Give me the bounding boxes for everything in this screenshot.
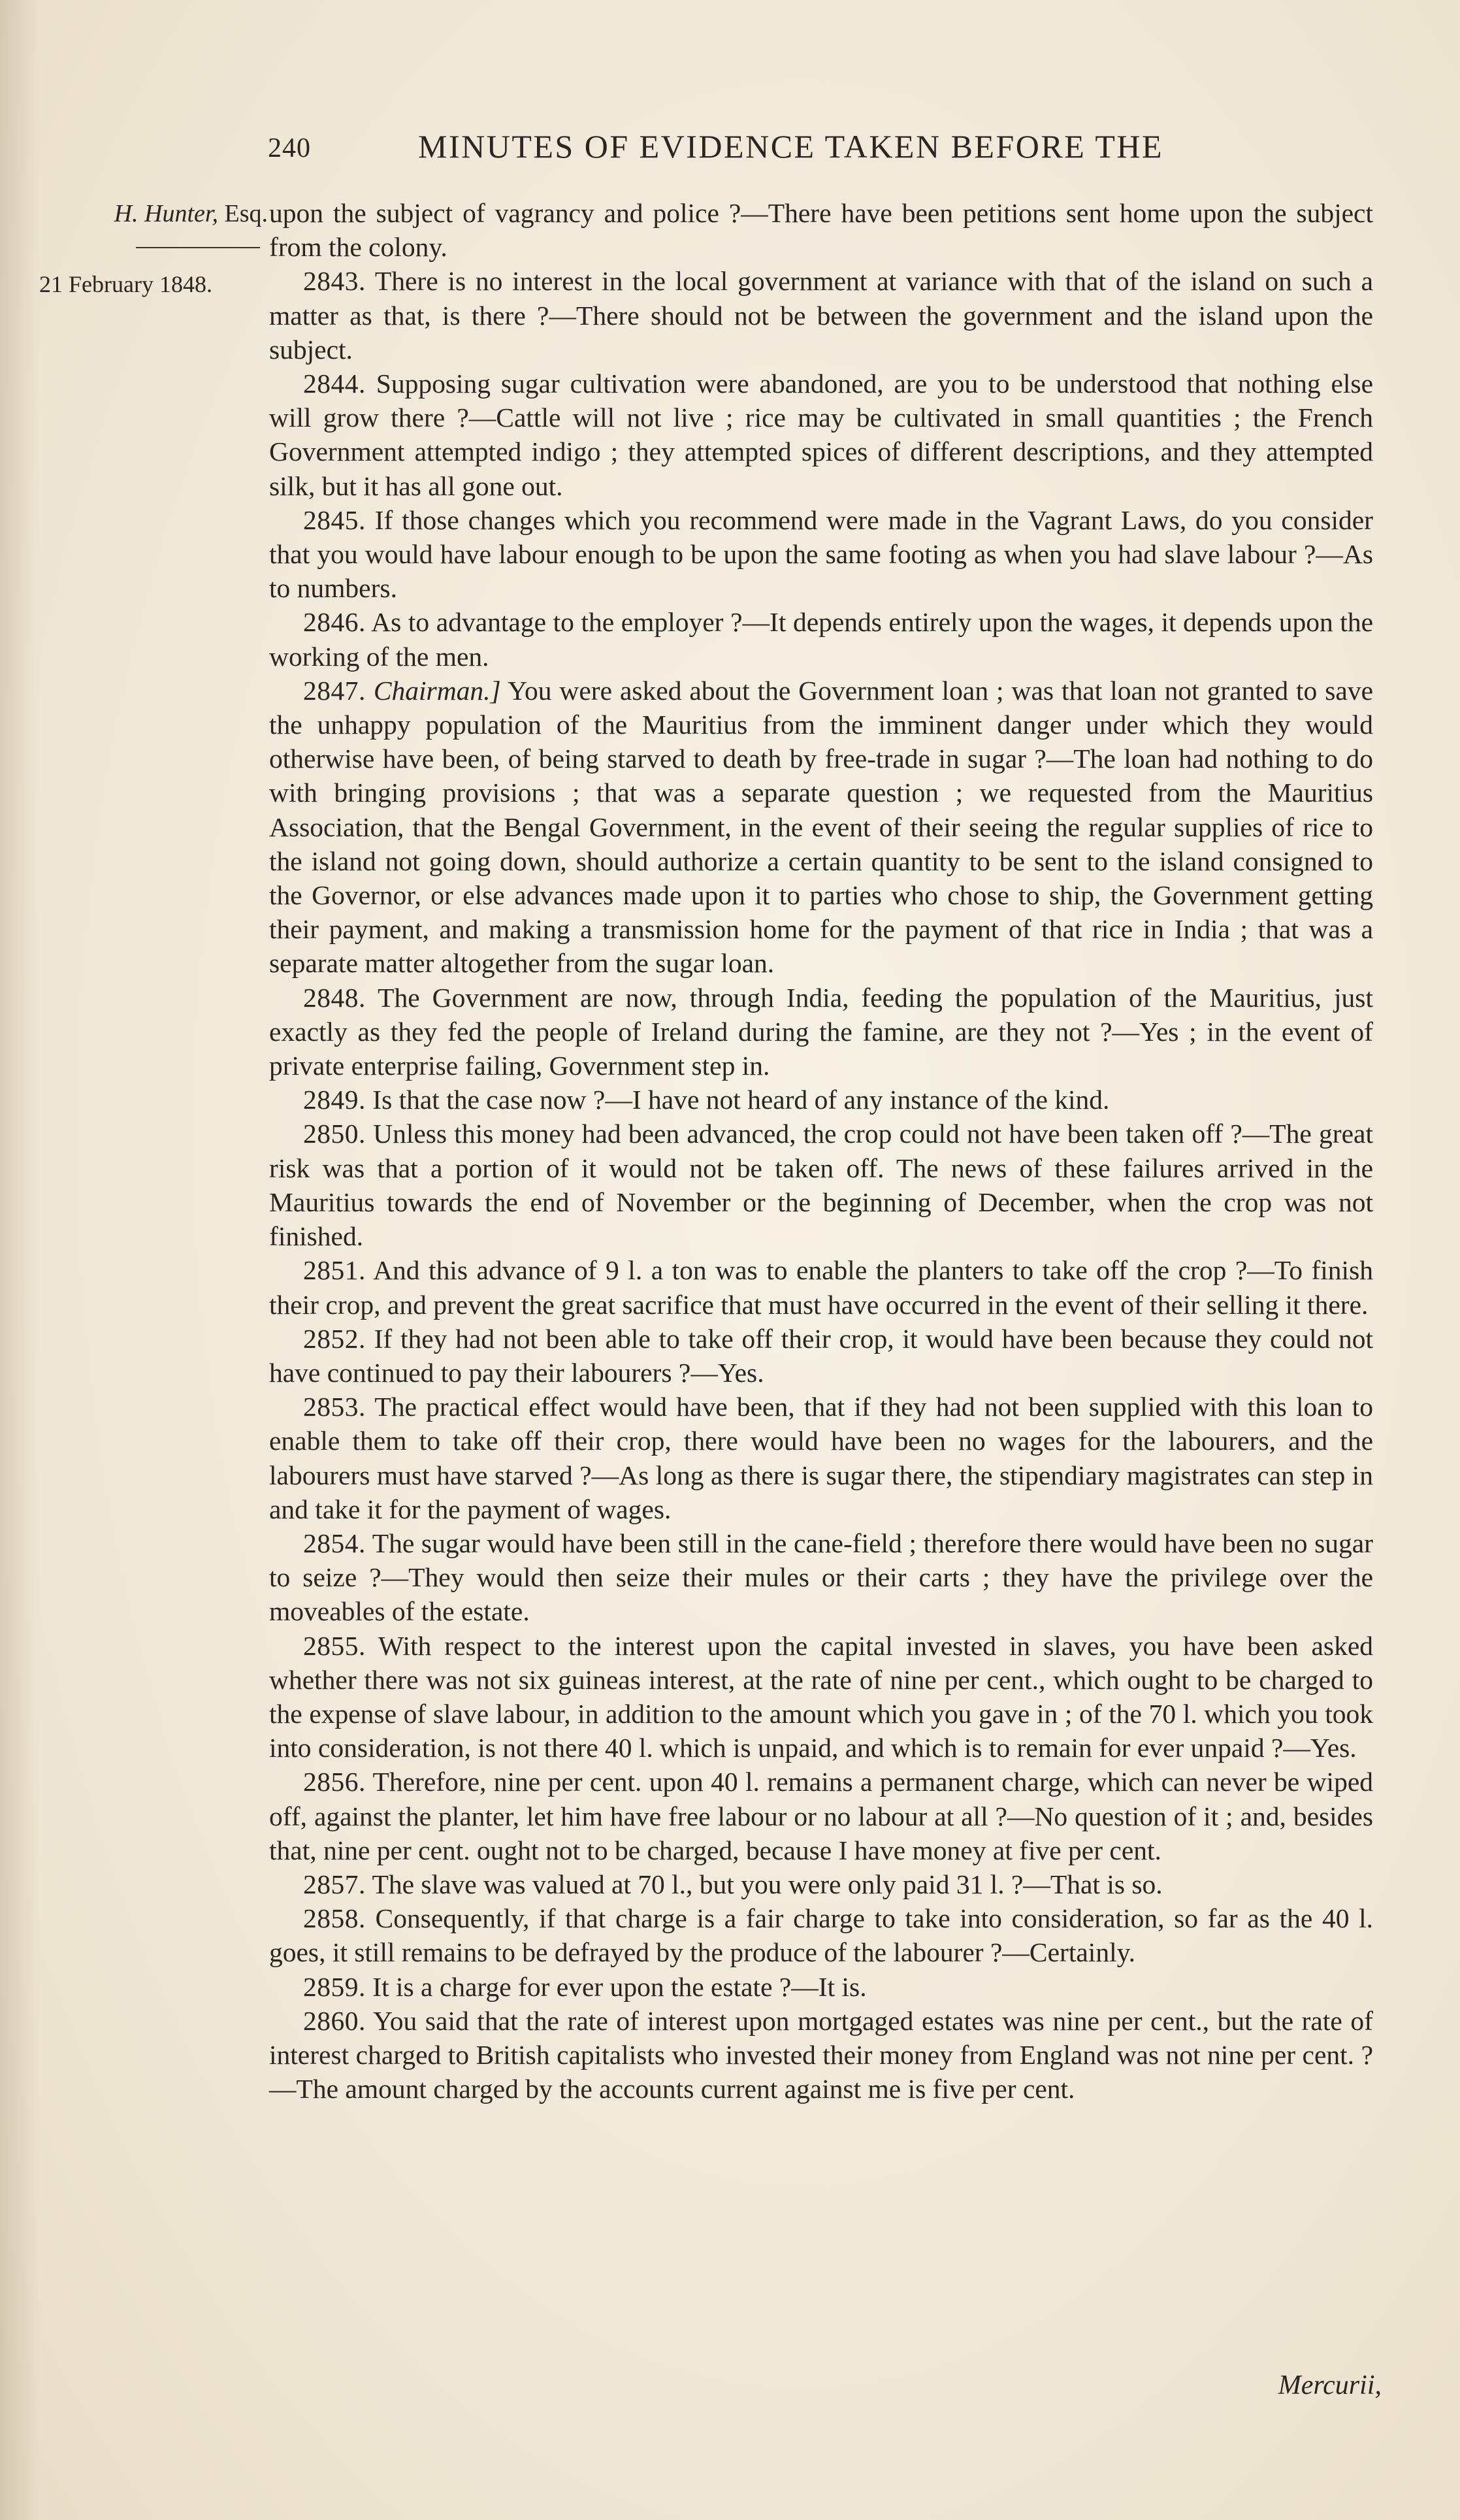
question-text: Consequently, if that charge is a fair charge to take into consideration, so far as the 40 l. goes, it still remains to be defrayed by the produce of the labourer ?—Certainly. — [269, 1903, 1373, 1968]
question-number: 2851. — [303, 1255, 366, 1286]
question-paragraph — [269, 1526, 1373, 1629]
question-number: 2854. — [303, 1528, 366, 1558]
question-text: You were asked about the Government loan ; was that loan not granted to save the unhappy population of the Mauritius from the imminent danger under which they would otherwise have been, of being starved to death by free-trade in sugar ?—The loan had nothing to do with bringing provisions ; that was a separate question ; we requested from the Mauritius Association, that the Bengal Government, in the event of their seeing the regular supplies of rice to the island not going down, should authorize a certain quantity to be sent to the island consigned to the Governor, or else advances made upon it to parties who chose to ship, the Government getting their payment, and making a transmission home for the payment of that rice in India ; that was a separate matter altogether from the sugar loan. — [269, 675, 1374, 979]
witness-name-italic: H. Hunter, — [114, 200, 218, 227]
question-paragraph — [269, 1765, 1373, 1867]
question-number: 2847. — [303, 675, 366, 706]
question-number: 2844. — [303, 368, 366, 399]
witness-suffix: Esq. — [218, 200, 268, 227]
question-number: 2850. — [303, 1119, 366, 1149]
question-text: Therefore, nine per cent. upon 40 l. remains a permanent charge, which can never be wiped off, against the planter, let him have free labour or no labour at all ?—No question of it ; and, besides that, nine per cent. ought not to be charged, because I have money at five per cent. — [269, 1767, 1373, 1865]
catchword: Mercurii, — [1278, 2370, 1382, 2400]
question-number: 2858. — [303, 1903, 366, 1934]
question-number: 2843. — [303, 266, 366, 297]
question-number: 2860. — [303, 2005, 366, 2036]
question-paragraph — [269, 674, 1373, 981]
question-text: If those changes which you recommend were made in the Vagrant Laws, do you consider that you would have labour enough to be upon the same footing as when you had slave labour ?—As to numbers. — [269, 504, 1373, 604]
question-text: The Government are now, through India, feeding the population of the Mauritius, just exactly as they fed the people of Ireland during the famine, are they not ?—Yes ; in the event of private enterprise failing, Government step in. — [269, 982, 1373, 1081]
chairman-label: Chairman.] — [373, 675, 501, 706]
question-number: 2855. — [303, 1630, 366, 1661]
question-text: Unless this money had been advanced, the crop could not have been taken off ?—The great risk was that a portion of it would not be taken off. The news of these failures arrived in the Mauritius towards the end of November or the beginning of December, when the crop was not finished. — [269, 1119, 1373, 1252]
question-text: With respect to the interest upon the capital invested in slaves, you have been asked whether there was not six guineas interest, at the rate of nine per cent., which ought to be charged to the expense of slave labour, in addition to the amount which you gave in ; of the 70 l. which you took into consideration, is not there 40 l. which is unpaid, and which is to remain for ever unpaid ?—Yes. — [269, 1630, 1373, 1763]
question-number: 2846. — [303, 607, 366, 638]
question-number: 2849. — [303, 1085, 366, 1115]
question-text: The sugar would have been still in the cane-field ; therefore there would have been no sugar to seize ?—They would then seize their mules or their carts ; they have the privilege over the moveables of the estate. — [269, 1528, 1373, 1627]
question-paragraph — [269, 1253, 1373, 1321]
page-number: 240 — [268, 133, 311, 163]
page-header — [268, 127, 1378, 173]
question-paragraph — [269, 264, 1373, 367]
question-paragraph — [269, 1629, 1373, 1765]
question-text: The slave was valued at 70 l., but you were only paid 31 l. ?—That is so. — [365, 1869, 1163, 1899]
question-paragraph — [269, 2004, 1373, 2106]
question-text: If they had not been able to take off their crop, it would have been because they could not have continued to pay their labourers ?—Yes. — [269, 1323, 1373, 1388]
question-paragraph — [269, 981, 1373, 1083]
question-number: 2852. — [303, 1323, 366, 1354]
question-number: 2857. — [303, 1869, 366, 1899]
question-text: It is a charge for ever upon the estate ?—It is. — [365, 1971, 867, 2002]
evidence-text — [269, 196, 1373, 2106]
question-paragraph — [269, 1901, 1373, 1969]
question-paragraph — [269, 1117, 1373, 1253]
margin-rule — [136, 247, 260, 248]
question-text: You said that the rate of interest upon mortgaged estates was nine per cent., but the rate of interest charged to British capitalists who invested their money from England was not nine per cent. ?—The amount charged by the accounts current against me is five per cent. — [269, 2005, 1373, 2104]
page-fold-shadow — [0, 0, 39, 2520]
question-text: Supposing sugar cultivation were abandoned, are you to be understood that nothing else will grow there ?—Cattle will not live ; rice may be cultivated in small quantities ; the French Government attempted indigo ; they attempted spices of different descriptions, and they attempted silk, but it has all gone out. — [269, 368, 1373, 501]
continuation-paragraph: upon the subject of vagrancy and police ?—There have been petitions sent home upon the subject from the colony. — [269, 198, 1373, 263]
question-paragraph — [269, 1322, 1373, 1390]
question-paragraph — [269, 367, 1373, 503]
question-paragraph — [269, 1083, 1373, 1117]
question-text: And this advance of 9 l. a ton was to enable the planters to take off the crop ?—To finish their crop, and prevent the great sacrifice that must have occurred in the event of their selling it there. — [269, 1255, 1373, 1320]
question-number: 2856. — [303, 1767, 366, 1797]
question-paragraph — [269, 1867, 1373, 1901]
question-text: The practical effect would have been, that if they had not been supplied with this loan to enable them to take off their crop, there would have been no wages for the labourers, and the labourers must have starved ?—As long as there is sugar there, the stipendiary magistrates can step in and take it for the payment of wages. — [269, 1392, 1373, 1524]
witness-name — [39, 197, 268, 230]
question-paragraph — [269, 1390, 1373, 1526]
question-paragraph — [269, 1970, 1373, 2004]
margin-note — [39, 197, 268, 298]
running-head: MINUTES OF EVIDENCE TAKEN BEFORE THE — [418, 128, 1164, 165]
question-paragraph — [269, 605, 1373, 673]
question-text: Is that the case now ?—I have not heard of any instance of the kind. — [365, 1085, 1110, 1115]
question-paragraph — [269, 503, 1373, 606]
question-number: 2845. — [303, 504, 366, 535]
question-number: 2859. — [303, 1971, 366, 2002]
question-number: 2853. — [303, 1392, 366, 1422]
question-text: There is no interest in the local government at variance with that of the island on such a matter as that, is there ?—There should not be between the government and the island upon the subject. — [269, 266, 1373, 365]
question-text: As to advantage to the employer ?—It depends entirely upon the wages, it depends upon the working of the men. — [269, 607, 1373, 672]
question-number: 2848. — [303, 982, 366, 1013]
hearing-date: 21 February 1848. — [39, 271, 212, 297]
